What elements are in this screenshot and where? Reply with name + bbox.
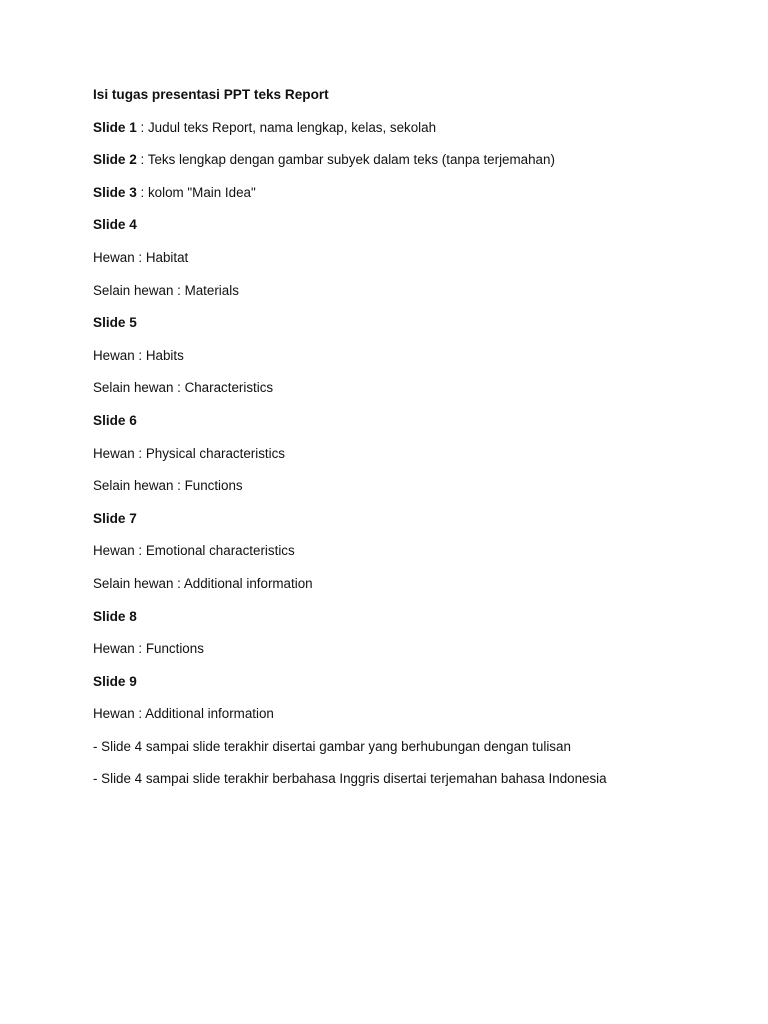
slide-6-heading: Slide 6 xyxy=(93,412,137,428)
slide-7-heading: Slide 7 xyxy=(93,510,137,526)
slide-2-line xyxy=(93,150,733,169)
slide-7-hewan: Hewan : Emotional characteristics xyxy=(93,543,295,559)
slide-6-selain-hewan: Selain hewan : Functions xyxy=(93,478,243,494)
slide-9-heading: Slide 9 xyxy=(93,673,137,689)
note-item: - Slide 4 sampai slide terakhir berbahasa Inggris disertai terjemahan bahasa Indonesia xyxy=(93,771,607,787)
slide-4-selain-hewan: Selain hewan : Materials xyxy=(93,282,239,298)
slide-8-hewan: Hewan : Functions xyxy=(93,641,204,657)
document-title: Isi tugas presentasi PPT teks Report xyxy=(93,87,329,102)
slide-9-hewan: Hewan : Additional information xyxy=(93,706,274,722)
slide-4-heading: Slide 4 xyxy=(93,217,137,233)
slide-5-heading: Slide 5 xyxy=(93,315,137,331)
slide-2-label: Slide 2 xyxy=(93,152,137,168)
note-item: - Slide 4 sampai slide terakhir disertai gambar yang berhubungan dengan tulisan xyxy=(93,738,571,754)
slide-2-text: : Teks lengkap dengan gambar subyek dalam teks (tanpa terjemahan) xyxy=(136,152,555,168)
slide-5-hewan: Hewan : Habits xyxy=(93,347,184,363)
slide-7-selain-hewan: Selain hewan : Additional information xyxy=(93,575,313,591)
slide-3-line xyxy=(93,183,733,202)
document-body xyxy=(93,85,733,802)
slide-4-hewan: Hewan : Habitat xyxy=(93,249,189,265)
slide-1-label: Slide 1 xyxy=(93,119,137,135)
slide-1-line xyxy=(93,118,733,137)
slide-3-label: Slide 3 xyxy=(93,184,137,200)
slide-5-selain-hewan: Selain hewan : Characteristics xyxy=(93,380,274,396)
slide-8-heading: Slide 8 xyxy=(93,608,137,624)
slide-6-hewan: Hewan : Physical characteristics xyxy=(93,445,286,461)
slide-3-text: : kolom "Main Idea" xyxy=(136,184,256,200)
slide-1-text: : Judul teks Report, nama lengkap, kelas, sekolah xyxy=(136,119,437,135)
